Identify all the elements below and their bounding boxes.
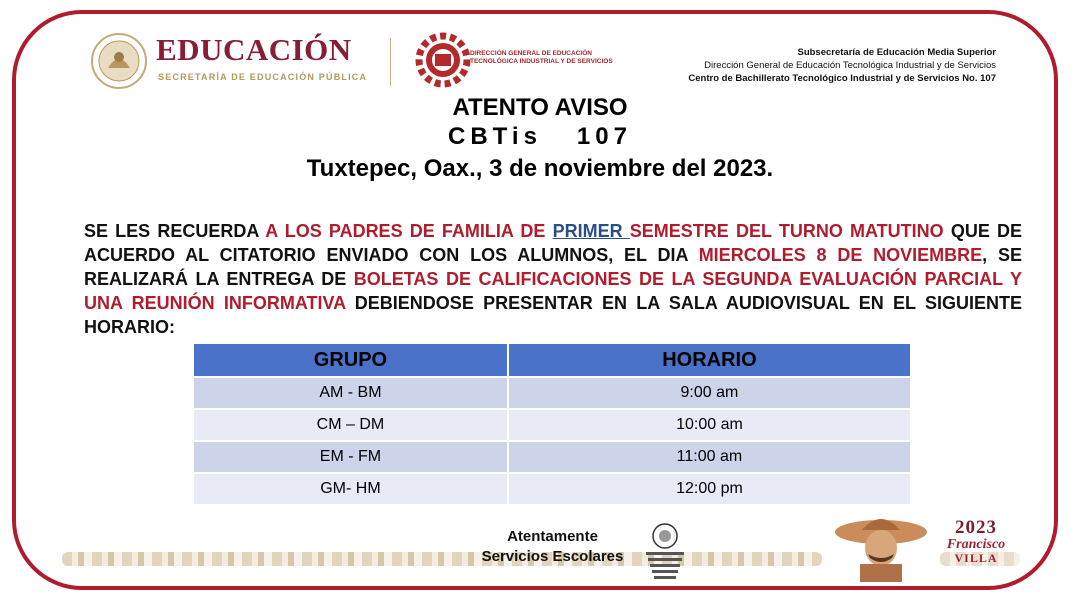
notice-body [84, 219, 1022, 339]
villa-name: Francisco [946, 537, 1006, 552]
table-header-row [193, 343, 911, 377]
decorative-band [62, 552, 822, 566]
grupo-cell: EM - FM [193, 441, 508, 473]
grupo-cell: GM- HM [193, 473, 508, 505]
villa-year-logo [930, 518, 1022, 574]
notice-part: SE LES RECUERDA [84, 221, 266, 241]
notice-part: , SE REALIZARÁ LA ENTREGA DE [84, 245, 1022, 289]
villa-year: 2023 [955, 517, 997, 538]
education-subtitle: SECRETARÍA DE EDUCACIÓN PÚBLICA [158, 72, 368, 82]
villa-portrait-icon [832, 508, 930, 582]
place-date: Tuxtepec, Oax., 3 de noviembre del 2023. [306, 155, 774, 182]
education-title: EDUCACIÓN [156, 32, 352, 67]
table-row [193, 377, 911, 409]
table-row [193, 473, 911, 505]
sep-header [90, 28, 613, 94]
notice-title: ATENTO AVISO [452, 94, 628, 121]
notice-titles [0, 94, 1080, 186]
school-stamp-icon [638, 522, 692, 588]
header-divider [390, 38, 391, 86]
signature-department: Servicios Escolares [481, 548, 624, 565]
notice-part-red: A LOS PADRES DE FAMILIA DE [265, 221, 553, 241]
mexico-seal-icon [90, 32, 148, 90]
notice-part: DEBIENDOSE PRESENTAR EN LA SALA AUDIOVISUAL EN EL SIGUIENTE HORARIO: [84, 293, 1023, 337]
schedule-table [192, 342, 912, 506]
notice-part: QUE DE ACUERDO AL CITATORIO ENVIADO CON LOS ALUMNOS, EL DIA [84, 221, 1023, 265]
notice-part-red: SEMESTRE DEL TURNO MATUTINO [629, 221, 944, 241]
notice-part-underlined: PRIMER [552, 221, 630, 241]
school-name: CBTis 107 [448, 123, 632, 150]
villa-surname: VILLA [954, 551, 998, 565]
table-row [193, 441, 911, 473]
signature-block [450, 527, 655, 567]
column-header-horario: HORARIO [508, 343, 911, 377]
direccion-line: Dirección General de Educación Tecnológica Industrial y de Servicios [704, 60, 996, 71]
notice-part-red: BOLETAS DE CALIFICACIONES DE LA SEGUNDA EVALUACIÓN PARCIAL Y UNA REUNIÓN INFORMATIVA [84, 269, 1022, 313]
horario-cell: 9:00 am [508, 377, 911, 409]
centro-line: Centro de Bachillerato Tecnológico Industrial y de Servicios No. 107 [688, 73, 996, 84]
horario-cell: 12:00 pm [508, 473, 911, 505]
table-row [193, 409, 911, 441]
subsecretaria-line: Subsecretaría de Educación Media Superior [797, 47, 996, 58]
dgeti-gear-icon [415, 30, 471, 88]
column-header-grupo: GRUPO [193, 343, 508, 377]
grupo-cell: CM – DM [193, 409, 508, 441]
signature-closing: Atentamente [507, 528, 598, 545]
institution-lines [688, 46, 996, 85]
dgeti-text: DIRECCIÓN GENERAL DE EDUCACIÓN TECNOLÓGICA INDUSTRIAL Y DE SERVICIOS [470, 50, 613, 65]
notice-date-red: MIERCOLES 8 DE NOVIEMBRE [698, 245, 983, 265]
horario-cell: 11:00 am [508, 441, 911, 473]
horario-cell: 10:00 am [508, 409, 911, 441]
grupo-cell: AM - BM [193, 377, 508, 409]
